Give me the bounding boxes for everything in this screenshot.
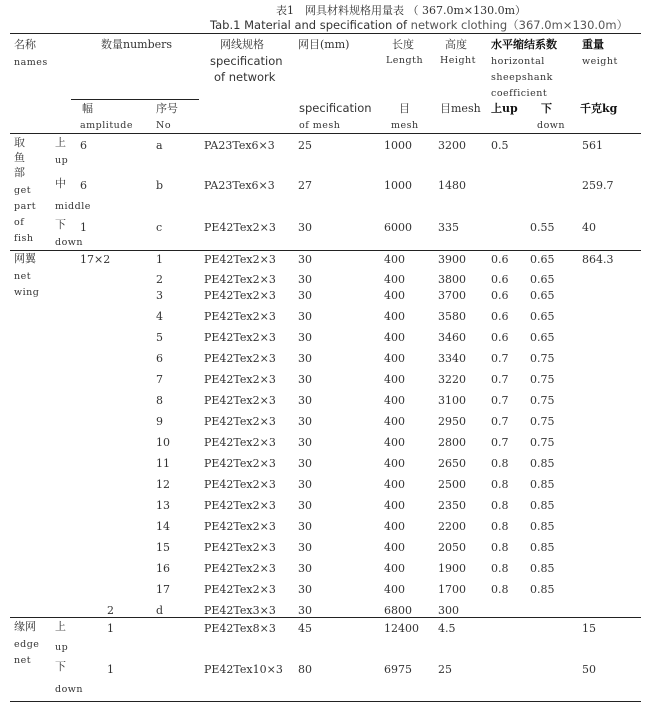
header-down-cn: 下 (541, 102, 552, 115)
header-hsc-cn: 水平缩结系数 (491, 38, 557, 51)
wing-cell-up: 0.8 (491, 541, 509, 554)
wing-cell-length: 400 (384, 289, 405, 302)
wing-cell-mesh: 30 (298, 478, 312, 491)
wing-cell-down: 0.65 (530, 253, 555, 266)
wing-cell-length: 400 (384, 253, 405, 266)
header-weight-en: weight (582, 56, 618, 67)
wing-cell-up: 0.7 (491, 373, 509, 386)
wing-cell-spec: PE42Tex2×3 (204, 310, 276, 323)
numbers-sub-rule (71, 99, 199, 100)
header-amplitude-cn: 幅 (82, 102, 93, 115)
wing-cell-no: 5 (156, 331, 163, 344)
wing-cell-spec: PE42Tex2×3 (204, 373, 276, 386)
wing-cell-up: 0.6 (491, 331, 509, 344)
wing-cell-spec: PE42Tex2×3 (204, 478, 276, 491)
header-spec-cn: 网线规格 (220, 38, 264, 51)
wing-cell-up: 0.8 (491, 457, 509, 470)
edge-label-en2: net (14, 655, 32, 666)
wing-cell-mesh: 30 (298, 289, 312, 302)
header-kg: 千克kg (580, 102, 618, 115)
header-len-unit-en: mesh (391, 120, 419, 131)
fish-row-pos-cn: 上 (55, 136, 66, 149)
header-up: 上up (491, 102, 518, 115)
wing-cell-height: 3460 (438, 331, 466, 344)
header-hsc-en1: horizontal (491, 56, 545, 67)
table-title-en-part1: Tab.1 Material and specification of (210, 18, 408, 32)
wing-extra-mesh: 30 (298, 604, 312, 617)
header-spec-en1: specification (210, 54, 283, 68)
wing-cell-spec: PE42Tex2×3 (204, 520, 276, 533)
fish-row-amp: 6 (80, 139, 87, 152)
wing-cell-spec: PE42Tex2×3 (204, 457, 276, 470)
wing-cell-spec: PE42Tex2×3 (204, 394, 276, 407)
wing-cell-spec: PE42Tex2×3 (204, 562, 276, 575)
wing-cell-no: 11 (156, 457, 170, 470)
fish-label-en1: get (14, 185, 32, 196)
fish-row-length: 6000 (384, 221, 412, 234)
wing-cell-height: 2350 (438, 499, 466, 512)
wing-cell-down: 0.65 (530, 289, 555, 302)
edge-row-weight: 15 (582, 622, 596, 635)
fish-row-weight: 561 (582, 139, 603, 152)
wing-cell-length: 400 (384, 352, 405, 365)
wing-cell-mesh: 30 (298, 352, 312, 365)
header-hei-unit: 目mesh (440, 102, 481, 115)
fish-row-pos-en: down (55, 237, 84, 248)
header-down-en: down (537, 120, 566, 131)
header-hsc-en3: coefficient (491, 88, 548, 99)
wing-cell-mesh: 30 (298, 373, 312, 386)
wing-cell-up: 0.7 (491, 394, 509, 407)
wing-cell-no: 8 (156, 394, 163, 407)
wing-cell-mesh: 30 (298, 436, 312, 449)
wing-cell-no: 14 (156, 520, 170, 533)
wing-cell-length: 400 (384, 331, 405, 344)
wing-cell-length: 400 (384, 478, 405, 491)
wing-cell-no: 10 (156, 436, 170, 449)
fish-label-en2: part (14, 201, 37, 212)
fish-label-en3: of (14, 217, 25, 228)
wing-cell-down: 0.75 (530, 373, 555, 386)
wing-cell-mesh: 30 (298, 562, 312, 575)
wing-cell-no: 16 (156, 562, 170, 575)
edge-row-height: 25 (438, 663, 452, 676)
wing-cell-spec: PE42Tex2×3 (204, 436, 276, 449)
wing-cell-length: 400 (384, 394, 405, 407)
fish-row-height: 1480 (438, 179, 466, 192)
fish-label-cn1: 取 (14, 136, 25, 149)
wing-extra-spec: PE42Tex3×3 (204, 604, 276, 617)
wing-cell-mesh: 30 (298, 253, 312, 266)
fish-row-no: c (156, 221, 163, 234)
wing-cell-no: 4 (156, 310, 163, 323)
edge-row-length: 12400 (384, 622, 419, 635)
bottom-rule (10, 701, 641, 702)
header-no-cn: 序号 (156, 102, 178, 115)
edge-row-mesh: 45 (298, 622, 312, 635)
edge-row-spec: PE42Tex8×3 (204, 622, 276, 635)
wing-cell-length: 400 (384, 562, 405, 575)
top-rule (10, 33, 641, 34)
wing-label-en1: net (14, 271, 32, 282)
fish-label-cn3: 部 (14, 166, 25, 179)
fish-label-cn2: 鱼 (14, 151, 25, 164)
wing-cell-spec: PE42Tex2×3 (204, 541, 276, 554)
wing-cell-no: 1 (156, 253, 163, 266)
wing-cell-down: 0.85 (530, 457, 555, 470)
wing-cell-spec: PE42Tex2×3 (204, 331, 276, 344)
wing-extra-height: 300 (438, 604, 459, 617)
header-length-cn: 长度 (392, 38, 414, 51)
header-weight-cn: 重量 (582, 38, 604, 51)
wing-amplitude: 17×2 (80, 253, 111, 266)
fish-row-length: 1000 (384, 179, 412, 192)
fish-row-pos-en: middle (55, 201, 91, 212)
fish-row-amp: 6 (80, 179, 87, 192)
edge-row-amp: 1 (107, 622, 114, 635)
fish-row-mesh: 25 (298, 139, 312, 152)
wing-cell-up: 0.7 (491, 352, 509, 365)
wing-cell-up: 0.8 (491, 562, 509, 575)
fish-row-weight: 40 (582, 221, 596, 234)
wing-cell-up: 0.8 (491, 520, 509, 533)
wing-cell-no: 15 (156, 541, 170, 554)
edge-row-pos-cn: 上 (55, 620, 66, 633)
wing-cell-height: 1700 (438, 583, 466, 596)
header-names-cn: 名称 (14, 38, 36, 51)
fish-row-height: 3200 (438, 139, 466, 152)
table-title-en-part2: network clothing（367.0m×130.0m） (407, 18, 629, 32)
wing-cell-no: 6 (156, 352, 163, 365)
wing-cell-up: 0.6 (491, 253, 509, 266)
header-specmesh2: of mesh (299, 120, 341, 131)
wing-cell-mesh: 30 (298, 541, 312, 554)
header-height-cn: 高度 (445, 38, 467, 51)
fish-row-pos-en: up (55, 155, 69, 166)
wing-cell-down: 0.65 (530, 273, 555, 286)
fish-row-spec: PA23Tex6×3 (204, 179, 275, 192)
wing-cell-height: 3800 (438, 273, 466, 286)
wing-cell-down: 0.85 (530, 478, 555, 491)
wing-cell-mesh: 30 (298, 499, 312, 512)
wing-cell-no: 7 (156, 373, 163, 386)
wing-cell-up: 0.8 (491, 499, 509, 512)
wing-cell-spec: PE42Tex2×3 (204, 253, 276, 266)
wing-cell-mesh: 30 (298, 331, 312, 344)
fish-row-no: a (156, 139, 163, 152)
wing-label-en2: wing (14, 287, 40, 298)
wing-cell-no: 13 (156, 499, 170, 512)
fish-row-up: 0.5 (491, 139, 509, 152)
wing-cell-down: 0.75 (530, 436, 555, 449)
fish-row-pos-cn: 下 (55, 218, 66, 231)
wing-label-cn: 网翼 (14, 252, 36, 265)
wing-cell-up: 0.7 (491, 415, 509, 428)
wing-cell-up: 0.8 (491, 583, 509, 596)
fish-row-height: 335 (438, 221, 459, 234)
fish-row-spec: PE42Tex2×3 (204, 221, 276, 234)
wing-cell-up: 0.6 (491, 289, 509, 302)
edge-row-spec: PE42Tex10×3 (204, 663, 283, 676)
wing-cell-height: 2800 (438, 436, 466, 449)
wing-cell-height: 1900 (438, 562, 466, 575)
wing-cell-height: 2200 (438, 520, 466, 533)
wing-cell-length: 400 (384, 310, 405, 323)
wing-cell-no: 12 (156, 478, 170, 491)
edge-row-weight: 50 (582, 663, 596, 676)
header-no-en: No (156, 120, 172, 131)
wing-cell-mesh: 30 (298, 273, 312, 286)
wing-cell-up: 0.7 (491, 436, 509, 449)
edge-label-cn: 缘网 (14, 620, 36, 633)
header-numbers: 数量numbers (101, 38, 173, 51)
wing-cell-spec: PE42Tex2×3 (204, 273, 276, 286)
wing-cell-mesh: 30 (298, 520, 312, 533)
edge-row-pos-en: down (55, 684, 84, 695)
header-spec-en2: of network (214, 70, 276, 84)
wing-cell-mesh: 30 (298, 415, 312, 428)
wing-cell-height: 2500 (438, 478, 466, 491)
table-title-cn: 表1 网具材料规格用量表 （ 367.0m×130.0m） (276, 4, 527, 17)
wing-cell-down: 0.65 (530, 310, 555, 323)
wing-cell-weight: 864.3 (582, 253, 614, 266)
wing-cell-spec: PE42Tex2×3 (204, 352, 276, 365)
wing-cell-up: 0.8 (491, 478, 509, 491)
fish-row-no: b (156, 179, 164, 192)
wing-cell-spec: PE42Tex2×3 (204, 583, 276, 596)
wing-cell-spec: PE42Tex2×3 (204, 415, 276, 428)
wing-cell-length: 400 (384, 583, 405, 596)
wing-cell-no: 9 (156, 415, 163, 428)
wing-cell-down: 0.85 (530, 562, 555, 575)
wing-cell-mesh: 30 (298, 310, 312, 323)
wing-cell-no: 17 (156, 583, 170, 596)
fish-row-mesh: 30 (298, 221, 312, 234)
header-len-unit-cn: 目 (399, 102, 410, 115)
wing-cell-height: 3700 (438, 289, 466, 302)
wing-cell-height: 3900 (438, 253, 466, 266)
wing-extra-length: 6800 (384, 604, 412, 617)
wing-cell-length: 400 (384, 457, 405, 470)
wing-cell-mesh: 30 (298, 394, 312, 407)
wing-cell-no: 2 (156, 273, 163, 286)
wing-cell-length: 400 (384, 541, 405, 554)
header-bottom-rule (10, 133, 641, 134)
fish-row-amp: 1 (80, 221, 87, 234)
header-amplitude-en: amplitude (80, 120, 133, 131)
wing-cell-down: 0.65 (530, 331, 555, 344)
wing-cell-down: 0.85 (530, 541, 555, 554)
wing-cell-length: 400 (384, 373, 405, 386)
header-specmesh1: specification (299, 101, 372, 115)
table-title-en (210, 20, 628, 32)
header-height-en: Height (440, 55, 476, 66)
wing-cell-height: 3340 (438, 352, 466, 365)
wing-cell-down: 0.75 (530, 415, 555, 428)
wing-cell-height: 2650 (438, 457, 466, 470)
fish-group-rule (10, 250, 641, 251)
fish-row-length: 1000 (384, 139, 412, 152)
wing-cell-height: 2950 (438, 415, 466, 428)
wing-cell-up: 0.6 (491, 310, 509, 323)
wing-cell-height: 2050 (438, 541, 466, 554)
wing-cell-down: 0.85 (530, 583, 555, 596)
wing-group-rule (10, 617, 641, 618)
wing-cell-length: 400 (384, 273, 405, 286)
wing-cell-height: 3580 (438, 310, 466, 323)
header-length-en: Length (386, 55, 424, 66)
wing-cell-up: 0.6 (491, 273, 509, 286)
fish-label-en4: fish (14, 233, 34, 244)
header-hsc-en2: sheepshank (491, 72, 553, 83)
wing-cell-length: 400 (384, 415, 405, 428)
edge-label-en1: edge (14, 639, 40, 650)
edge-row-length: 6975 (384, 663, 412, 676)
wing-cell-down: 0.85 (530, 520, 555, 533)
fish-row-mesh: 27 (298, 179, 312, 192)
wing-cell-mesh: 30 (298, 457, 312, 470)
fish-row-spec: PA23Tex6×3 (204, 139, 275, 152)
wing-cell-spec: PE42Tex2×3 (204, 499, 276, 512)
wing-cell-height: 3220 (438, 373, 466, 386)
edge-row-pos-en: up (55, 642, 69, 653)
header-mesh-cn: 网目(mm) (298, 38, 350, 51)
wing-cell-down: 0.85 (530, 499, 555, 512)
edge-row-amp: 1 (107, 663, 114, 676)
wing-cell-down: 0.75 (530, 394, 555, 407)
wing-cell-length: 400 (384, 436, 405, 449)
wing-cell-down: 0.75 (530, 352, 555, 365)
fish-row-pos-cn: 中 (55, 177, 66, 190)
edge-row-height: 4.5 (438, 622, 456, 635)
wing-cell-length: 400 (384, 499, 405, 512)
edge-row-pos-cn: 下 (55, 660, 66, 673)
wing-cell-length: 400 (384, 520, 405, 533)
fish-row-down: 0.55 (530, 221, 555, 234)
edge-row-mesh: 80 (298, 663, 312, 676)
wing-cell-spec: PE42Tex2×3 (204, 289, 276, 302)
wing-cell-height: 3100 (438, 394, 466, 407)
fish-row-weight: 259.7 (582, 179, 614, 192)
wing-cell-mesh: 30 (298, 583, 312, 596)
header-names-en: names (14, 57, 48, 68)
wing-extra-no: d (156, 604, 164, 617)
wing-cell-no: 3 (156, 289, 163, 302)
wing-extra-amp: 2 (107, 604, 114, 617)
